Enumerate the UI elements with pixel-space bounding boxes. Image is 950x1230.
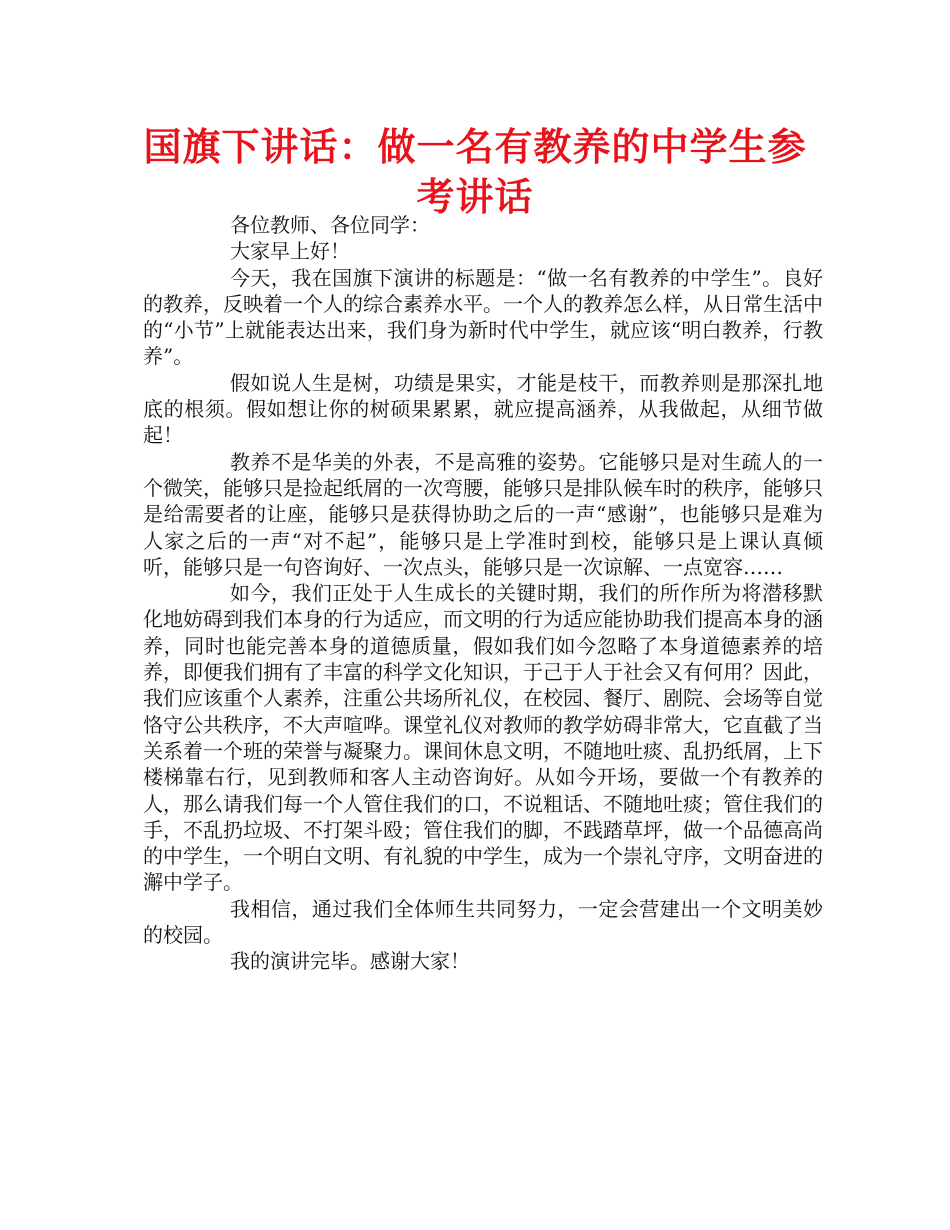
paragraph-tree-metaphor: 假如说人生是树，功绩是果实，才能是枝干，而教养则是那深扎地底的根须。假如想让你的树硕果累累，就应提高涵养，从我做起，从细节做起！ (143, 370, 823, 448)
document-body (143, 212, 823, 975)
greeting: 大家早上好！ (230, 239, 350, 264)
paragraph-what-is-manners: 教养不是华美的外表，不是高雅的姿势。它能够只是对生疏人的一个微笑，能够只是捡起纸屑的一次弯腰，能够只是排队候车时的秩序，能够只是给需要者的让座，能够只是获得协助之后的一声“感谢”，也能够只是难为人家之后的一声“对不起”，能够只是上学准时到校，能够只是上课认真倾听，能够只是一句咨询好、一次点头，能够只是一次谅解、一点宽容…… (143, 449, 823, 579)
paragraph-topic: 今天，我在国旗下演讲的标题是：“做一名有教养的中学生”。良好的教养，反映着一个人的综合素养水平。一个人的教养怎么样，从日常生活中的“小节”上就能表达出来，我们身为新时代中学生，就应该“明白教养，行教养”。 (143, 265, 823, 369)
paragraph-belief: 我相信，通过我们全体师生共同努力，一定会营建出一个文明美妙的校园。 (143, 896, 823, 948)
salutation: 各位教师、各位同学： (230, 213, 430, 237)
document-title: 国旗下讲话：做一名有教养的中学生参考讲话 (143, 125, 807, 219)
paragraph-key-period: 如今，我们正处于人生成长的关键时期，我们的所作所为将潜移默化地妨碍到我们本身的行为适应，而文明的行为适应能协助我们提高本身的涵养，同时也能完善本身的道德质量，假如我们如今忽略了本身道德素养的培养，即便我们拥有了丰富的科学文化知识，于己于人于社会又有何用？因此，我们应该重个人素养，注重公共场所礼仪，在校园、餐厅、剧院、会场等自觉恪守公共秩序，不大声喧哗。课堂礼仪对教师的教学妨碍非常大，它直截了当关系着一个班的荣誉与凝聚力。课间休息文明，不随地吐痰、乱扔纸屑，上下楼梯靠右行，见到教师和客人主动咨询好。从如今开场，要做一个有教养的人，那么请我们每一个人管住我们的口，不说粗话、不随地吐痰；管住我们的手，不乱扔垃圾、不打架斗殴；管住我们的脚，不践踏草坪，做一个品德高尚的中学生，一个明白文明、有礼貌的中学生，成为一个崇礼守序，文明奋进的澥中学子。 (143, 581, 823, 895)
closing: 我的演讲完毕。感谢大家！ (230, 949, 470, 974)
